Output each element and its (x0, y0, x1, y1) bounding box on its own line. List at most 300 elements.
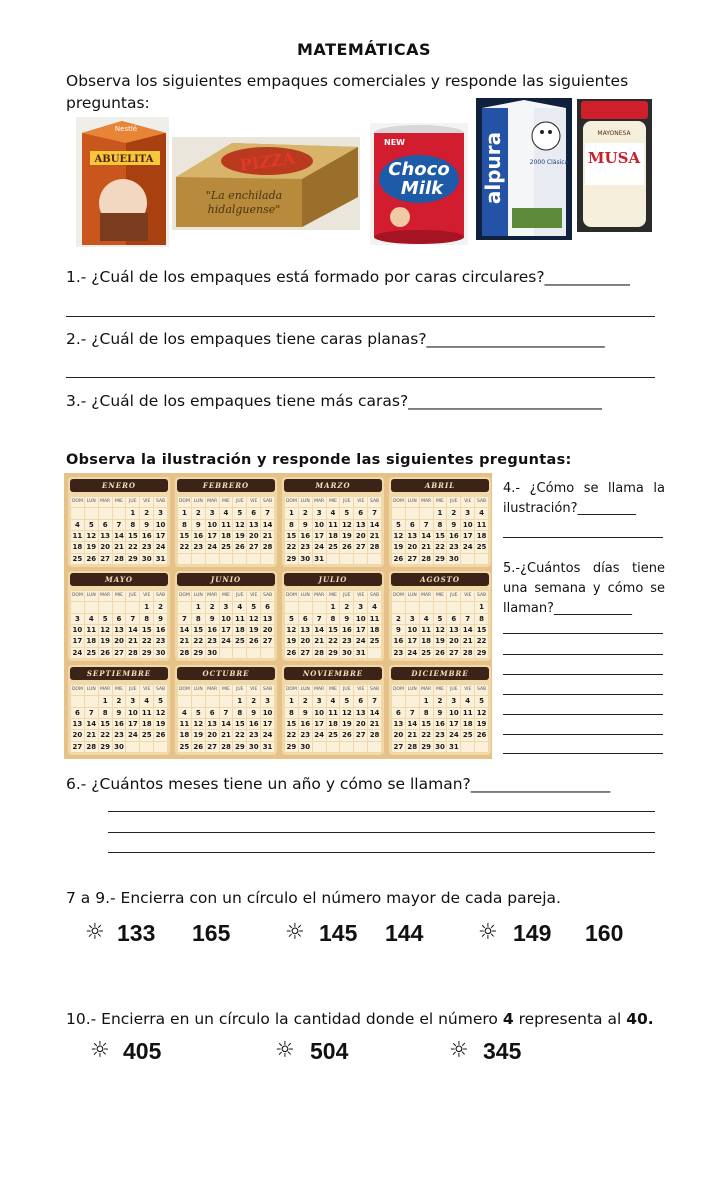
day-cell: 1 (434, 508, 447, 518)
day-cell: 18 (72, 543, 83, 552)
day-cell (113, 508, 126, 518)
day-cell: 27 (407, 554, 418, 563)
answer-line (503, 537, 663, 538)
day-cell (392, 602, 405, 612)
weekday-label: JUE (340, 497, 353, 507)
day-cell: 23 (448, 543, 459, 552)
day-cell: 16 (341, 625, 352, 634)
day-cell: 2 (154, 602, 167, 612)
day-cell (154, 742, 167, 752)
day-cell (340, 742, 353, 752)
alpura-label: alpura (481, 131, 505, 205)
calendar-month (282, 665, 384, 755)
day-cell: 13 (355, 708, 366, 717)
day-cell: 12 (100, 625, 110, 634)
weekday-label: DOM (285, 685, 298, 695)
weekday-label: SAB (368, 685, 381, 695)
day-cell: 11 (86, 625, 97, 634)
question-10-digit: 4 (502, 1010, 514, 1028)
day-cell: 17 (155, 531, 166, 540)
day-cell: 15 (435, 531, 445, 540)
day-cell: 26 (155, 731, 166, 740)
day-cell: 7 (85, 708, 98, 718)
day-cell (206, 696, 219, 706)
sun-icon: ☼ (85, 920, 105, 945)
month-grid (178, 497, 274, 564)
day-cell (126, 742, 139, 752)
weekday-label: LUN (299, 591, 312, 601)
day-cell: 18 (369, 625, 380, 634)
day-cell: 18 (476, 531, 487, 540)
weekday-label: MAR (99, 497, 112, 507)
day-cell: 9 (206, 614, 219, 624)
calendar-month (389, 477, 491, 567)
day-cell: 20 (100, 543, 110, 552)
question-5-line-1: 5.-¿Cuántos días tiene (503, 561, 665, 576)
day-cell: 21 (462, 637, 473, 646)
day-cell: 7 (313, 614, 326, 624)
day-cell: 29 (127, 554, 138, 563)
weekday-label: JUE (340, 685, 353, 695)
answer-line (108, 852, 655, 853)
day-cell: 24 (407, 648, 418, 657)
day-cell: 19 (86, 543, 97, 552)
weekday-label: JUE (126, 685, 139, 695)
day-cell (71, 508, 84, 518)
day-cell: 9 (247, 708, 260, 718)
number-option[interactable]: 405 (123, 1038, 162, 1064)
day-cell: 4 (327, 508, 340, 518)
calendar-month (389, 665, 491, 755)
day-cell (192, 554, 205, 564)
month-name: ENERO (70, 479, 168, 492)
number-option[interactable]: 133 (117, 920, 156, 946)
month-grid (178, 685, 274, 752)
day-cell: 20 (355, 531, 366, 540)
weekday-label: MIE (434, 685, 447, 695)
calendar-month (175, 665, 277, 755)
day-cell: 30 (448, 554, 459, 563)
day-cell: 22 (127, 543, 138, 552)
number-option[interactable]: 504 (310, 1038, 349, 1064)
day-cell: 9 (299, 520, 312, 530)
day-cell: 31 (262, 742, 273, 751)
day-cell: 12 (393, 531, 404, 540)
day-cell: 5 (154, 696, 167, 706)
day-cell: 13 (114, 625, 124, 634)
day-cell: 27 (262, 637, 273, 646)
question-10 (66, 1009, 654, 1029)
day-cell: 18 (462, 719, 473, 728)
day-cell: 16 (141, 531, 152, 540)
weekday-label: LUN (85, 497, 98, 507)
calendar-month (175, 571, 277, 661)
day-cell: 5 (340, 696, 353, 706)
weekday-label: VIE (461, 591, 474, 601)
day-cell: 28 (86, 742, 97, 751)
month-name: SEPTIEMBRE (70, 667, 168, 680)
day-cell: 31 (155, 554, 166, 563)
day-cell: 2 (392, 614, 405, 624)
day-cell: 5 (233, 508, 246, 518)
alpura-sub: 2000 Clásica (529, 159, 569, 166)
day-cell: 6 (406, 520, 419, 530)
weekday-label: MAR (206, 497, 219, 507)
day-cell: 16 (155, 625, 166, 634)
month-grid (178, 591, 274, 658)
month-grid (392, 591, 488, 658)
day-cell: 19 (286, 637, 297, 646)
day-cell: 7 (113, 520, 126, 530)
day-cell: 31 (355, 648, 366, 657)
day-cell: 21 (179, 637, 190, 646)
day-cell: 10 (462, 520, 473, 529)
day-cell: 5 (85, 520, 98, 530)
weekday-label: JUE (447, 685, 460, 695)
month-grid (285, 591, 381, 658)
answer-line (503, 654, 663, 655)
pizza-tag-2: hidalguense" (207, 203, 281, 216)
question-10-text: 10.- Encierra en un círculo la cantidad donde el número (66, 1010, 503, 1028)
day-cell: 22 (179, 543, 190, 552)
day-cell: 28 (114, 554, 124, 563)
day-cell: 15 (100, 719, 110, 728)
day-cell: 26 (100, 648, 110, 657)
weekday-label: MIE (113, 591, 126, 601)
weekday-label: MIE (434, 591, 447, 601)
day-cell: 3 (154, 508, 167, 518)
day-cell: 1 (233, 696, 246, 706)
month-name: DICIEMBRE (391, 667, 489, 680)
day-cell: 2 (340, 602, 353, 612)
day-cell: 4 (327, 696, 340, 706)
day-cell: 19 (476, 719, 487, 728)
day-cell: 27 (355, 731, 366, 740)
day-cell: 14 (314, 625, 324, 634)
month-name: AGOSTO (391, 573, 489, 586)
day-cell: 1 (475, 602, 488, 612)
day-cell: 19 (341, 719, 352, 728)
day-cell: 25 (421, 648, 431, 657)
weekday-label: MIE (113, 497, 126, 507)
day-cell: 14 (462, 625, 473, 634)
weekday-label: LUN (299, 497, 312, 507)
weekday-label: VIE (140, 685, 153, 695)
day-cell: 9 (340, 614, 353, 624)
month-grid (71, 685, 167, 752)
day-cell: 4 (220, 508, 233, 518)
day-cell (447, 602, 460, 612)
month-grid (71, 497, 167, 564)
day-cell: 2 (247, 696, 260, 706)
weekday-label: DOM (285, 591, 298, 601)
day-cell: 13 (207, 719, 217, 728)
day-cell: 16 (248, 719, 259, 728)
number-option[interactable]: 345 (483, 1038, 522, 1064)
day-cell: 22 (193, 637, 204, 646)
day-cell: 20 (207, 731, 217, 740)
day-cell (247, 554, 260, 564)
day-cell: 23 (155, 637, 166, 646)
calendar-month (282, 571, 384, 661)
weekday-label: MAR (420, 685, 433, 695)
day-cell: 28 (369, 543, 380, 552)
day-cell: 29 (100, 742, 110, 751)
day-cell: 14 (179, 625, 190, 634)
day-cell: 6 (71, 708, 84, 718)
weekday-label: LUN (85, 685, 98, 695)
day-cell: 25 (221, 543, 231, 552)
day-cell: 28 (314, 648, 324, 657)
day-cell: 15 (286, 531, 297, 540)
day-cell: 12 (248, 614, 259, 623)
day-cell (192, 696, 205, 706)
day-cell: 27 (448, 648, 459, 657)
day-cell: 21 (114, 543, 124, 552)
weekday-label: MIE (220, 497, 233, 507)
day-cell: 5 (247, 602, 260, 612)
day-cell: 6 (299, 614, 312, 624)
abuelita-label: ABUELITA (94, 154, 154, 165)
day-cell: 1 (285, 508, 298, 518)
chocomilk-can-image (370, 123, 468, 245)
number-option[interactable]: 149 (513, 920, 552, 946)
weekday-label: VIE (247, 591, 260, 601)
sun-icon: ☼ (478, 920, 498, 945)
day-cell: 17 (221, 625, 231, 634)
day-cell: 17 (355, 625, 366, 634)
weekday-label: JUE (126, 497, 139, 507)
day-cell: 23 (207, 637, 217, 646)
day-cell: 29 (476, 648, 487, 657)
weekday-label: VIE (247, 497, 260, 507)
day-cell: 15 (234, 719, 245, 728)
day-cell: 4 (140, 696, 153, 706)
day-cell: 27 (300, 648, 311, 657)
day-cell: 12 (341, 708, 352, 717)
weekday-label: JUE (233, 591, 246, 601)
month-name: MAYO (70, 573, 168, 586)
day-cell (178, 554, 191, 564)
number-option[interactable]: 144 (385, 920, 424, 946)
day-cell: 21 (262, 531, 273, 540)
weekday-label: VIE (247, 685, 260, 695)
day-cell: 19 (248, 625, 259, 634)
day-cell: 25 (72, 554, 83, 563)
day-cell (461, 554, 474, 564)
day-cell: 12 (476, 708, 487, 717)
number-option[interactable]: 165 (192, 920, 231, 946)
weekday-label: DOM (285, 497, 298, 507)
day-cell: 21 (314, 637, 324, 646)
day-cell: 20 (262, 625, 273, 634)
day-cell: 18 (141, 719, 152, 728)
day-cell: 8 (285, 708, 298, 718)
weekday-label: MIE (327, 497, 340, 507)
day-cell: 27 (72, 742, 83, 751)
weekday-label: LUN (406, 685, 419, 695)
day-cell (368, 648, 381, 658)
day-cell: 6 (247, 508, 260, 518)
answer-line (108, 811, 655, 812)
day-cell: 22 (421, 731, 431, 740)
day-cell: 24 (72, 648, 83, 657)
day-cell (299, 602, 312, 612)
weekday-label: JUE (233, 497, 246, 507)
day-cell: 6 (261, 602, 274, 612)
day-cell: 28 (179, 648, 190, 657)
day-cell: 3 (313, 696, 326, 706)
weekday-label: LUN (406, 497, 419, 507)
day-cell: 16 (448, 531, 459, 540)
day-cell: 14 (221, 719, 231, 728)
alpura-carton-image (476, 98, 572, 240)
day-cell: 10 (207, 520, 217, 529)
day-cell: 10 (448, 708, 459, 717)
day-cell: 10 (221, 614, 231, 623)
abuelita-package-image (76, 117, 169, 247)
day-cell: 27 (248, 543, 259, 552)
day-cell: 28 (369, 731, 380, 740)
musa-label: MUSA (587, 149, 641, 167)
day-cell: 3 (447, 696, 460, 706)
day-cell: 3 (206, 508, 219, 518)
day-cell: 17 (462, 531, 473, 540)
day-cell (406, 602, 419, 612)
day-cell (475, 742, 488, 752)
number-option[interactable]: 160 (585, 920, 624, 946)
day-cell: 31 (448, 742, 459, 751)
number-option[interactable]: 145 (319, 920, 358, 946)
day-cell: 14 (369, 708, 380, 717)
day-cell: 30 (114, 742, 124, 751)
question-5-line-3: llaman?____________ (503, 601, 632, 616)
day-cell: 6 (392, 708, 405, 718)
day-cell: 14 (114, 531, 124, 540)
day-cell: 30 (300, 554, 311, 563)
day-cell: 8 (126, 520, 139, 530)
page-title: MATEMÁTICAS (297, 40, 431, 59)
day-cell: 22 (100, 731, 110, 740)
weekday-label: LUN (192, 497, 205, 507)
day-cell: 12 (193, 719, 204, 728)
day-cell: 21 (221, 731, 231, 740)
weekday-label: DOM (71, 591, 84, 601)
calendar-month (68, 477, 170, 567)
weekday-label: MAR (313, 591, 326, 601)
day-cell: 22 (234, 731, 245, 740)
day-cell (461, 742, 474, 752)
day-cell: 13 (300, 625, 311, 634)
day-cell (206, 554, 219, 564)
day-cell: 23 (141, 543, 152, 552)
day-cell: 11 (234, 614, 245, 623)
day-cell: 1 (285, 696, 298, 706)
month-name: ABRIL (391, 479, 489, 492)
weekday-label: SAB (475, 591, 488, 601)
day-cell: 9 (392, 625, 405, 635)
day-cell: 31 (314, 554, 324, 563)
day-cell: 14 (369, 520, 380, 529)
day-cell: 18 (179, 731, 190, 740)
day-cell: 16 (207, 625, 217, 634)
day-cell: 7 (406, 708, 419, 718)
day-cell: 21 (127, 637, 138, 646)
day-cell: 15 (286, 719, 297, 728)
weekday-label: DOM (392, 591, 405, 601)
day-cell: 8 (140, 614, 153, 624)
day-cell: 1 (327, 602, 340, 612)
day-cell: 19 (435, 637, 445, 646)
day-cell: 7 (368, 508, 381, 518)
day-cell: 23 (435, 731, 445, 740)
day-cell: 6 (447, 614, 460, 624)
day-cell: 8 (327, 614, 340, 624)
month-grid (392, 685, 488, 752)
day-cell (354, 554, 367, 564)
day-cell: 19 (234, 531, 245, 540)
day-cell: 3 (461, 508, 474, 518)
weekday-label: LUN (406, 591, 419, 601)
day-cell: 30 (141, 554, 152, 563)
day-cell: 2 (434, 696, 447, 706)
weekday-label: JUE (340, 591, 353, 601)
calendar-illustration (64, 473, 492, 759)
day-cell: 16 (114, 719, 124, 728)
question-10-text-2: representa al (513, 1010, 627, 1028)
answer-line (503, 753, 663, 754)
abuelita-brand: Nestlé (114, 125, 138, 133)
day-cell: 12 (435, 625, 445, 634)
day-cell (220, 648, 233, 658)
day-cell: 4 (233, 602, 246, 612)
chocomilk-label-2: Milk (400, 178, 444, 199)
day-cell: 17 (262, 719, 273, 728)
day-cell (178, 602, 191, 612)
day-cell: 10 (72, 625, 83, 634)
weekday-label: SAB (154, 497, 167, 507)
answer-line (66, 316, 655, 317)
day-cell (406, 508, 419, 518)
day-cell: 14 (407, 719, 418, 728)
day-cell: 27 (100, 554, 110, 563)
day-cell (475, 554, 488, 564)
day-cell: 1 (99, 696, 112, 706)
day-cell: 10 (262, 708, 273, 717)
sun-icon: ☼ (285, 920, 305, 945)
weekday-label: MAR (313, 685, 326, 695)
day-cell: 29 (286, 554, 297, 563)
day-cell: 12 (234, 520, 245, 529)
day-cell: 24 (355, 637, 366, 646)
day-cell: 25 (141, 731, 152, 740)
day-cell: 18 (234, 625, 245, 634)
month-name: NOVIEMBRE (284, 667, 382, 680)
weekday-label: DOM (71, 685, 84, 695)
day-cell (434, 602, 447, 612)
day-cell: 17 (314, 531, 324, 540)
weekday-label: DOM (178, 497, 191, 507)
day-cell: 11 (141, 708, 152, 717)
day-cell: 25 (179, 742, 190, 751)
day-cell: 9 (113, 708, 126, 718)
day-cell: 20 (448, 637, 459, 646)
day-cell: 23 (341, 637, 352, 646)
day-cell: 19 (341, 531, 352, 540)
day-cell: 22 (476, 637, 487, 646)
day-cell: 6 (354, 696, 367, 706)
day-cell (368, 554, 381, 564)
